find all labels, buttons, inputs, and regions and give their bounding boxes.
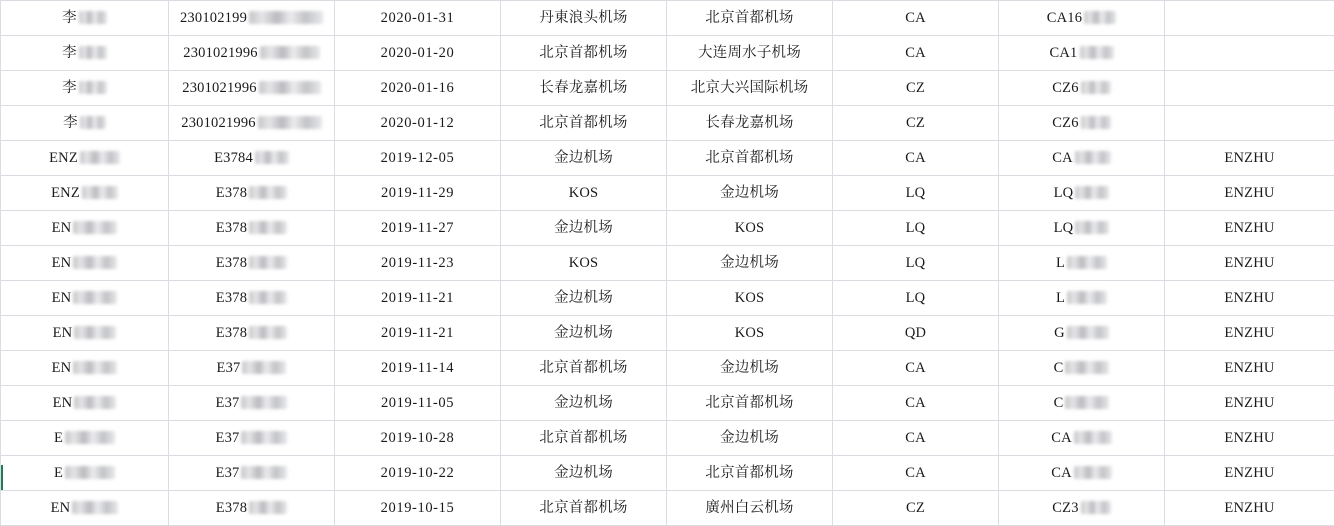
cell-id-number: E378 — [169, 316, 335, 351]
cell-passenger-name: E — [1, 456, 169, 491]
cell-flight-date: 2019-11-21 — [335, 316, 501, 351]
cell-carrier-code: CA — [833, 1, 999, 36]
redacted-block — [73, 256, 117, 269]
redacted-block — [1075, 151, 1111, 164]
row-selection-marker — [1, 465, 3, 491]
cell-flight-date: 2019-11-21 — [335, 281, 501, 316]
redacted-block — [241, 431, 287, 444]
cell-agent — [1165, 106, 1334, 141]
table-row[interactable] — [1, 386, 1334, 421]
redacted-block — [80, 151, 120, 164]
cell-id-number: 230102199 — [169, 1, 335, 36]
cell-departure-airport: 丹東浪头机场 — [501, 1, 667, 36]
cell-flight-date: 2020-01-16 — [335, 71, 501, 106]
redacted-block — [1075, 186, 1109, 199]
redacted-block — [249, 186, 287, 199]
cell-flight-number: CZ6 — [999, 106, 1165, 141]
cell-agent: ENZHU — [1165, 386, 1334, 421]
cell-arrival-airport: 金边机场 — [667, 246, 833, 281]
cell-carrier-code: LQ — [833, 176, 999, 211]
cell-id-number: E378 — [169, 246, 335, 281]
cell-agent — [1165, 36, 1334, 71]
cell-carrier-code: LQ — [833, 246, 999, 281]
cell-departure-airport: 金边机场 — [501, 281, 667, 316]
cell-flight-date: 2019-11-29 — [335, 176, 501, 211]
cell-passenger-name: EN — [1, 281, 169, 316]
redacted-block — [74, 326, 116, 339]
cell-agent: ENZHU — [1165, 281, 1334, 316]
redacted-block — [80, 116, 106, 129]
cell-departure-airport: 金边机场 — [501, 456, 667, 491]
table-row[interactable] — [1, 106, 1334, 141]
redacted-block — [82, 186, 118, 199]
redacted-block — [79, 46, 107, 59]
cell-carrier-code: CZ — [833, 491, 999, 526]
redacted-block — [241, 466, 287, 479]
redacted-block — [1067, 326, 1109, 339]
cell-flight-number: C — [999, 386, 1165, 421]
redacted-block — [73, 361, 117, 374]
cell-id-number: E37 — [169, 456, 335, 491]
cell-departure-airport: 金边机场 — [501, 141, 667, 176]
redacted-block — [1084, 11, 1116, 24]
redacted-block — [1067, 256, 1107, 269]
cell-arrival-airport: 北京大兴国际机场 — [667, 71, 833, 106]
cell-carrier-code: CA — [833, 141, 999, 176]
cell-id-number: E37 — [169, 351, 335, 386]
cell-flight-date: 2020-01-12 — [335, 106, 501, 141]
cell-carrier-code: LQ — [833, 211, 999, 246]
cell-carrier-code: CA — [833, 421, 999, 456]
cell-flight-date: 2019-11-27 — [335, 211, 501, 246]
cell-carrier-code: CZ — [833, 106, 999, 141]
cell-departure-airport: 北京首都机场 — [501, 421, 667, 456]
cell-id-number: E3784 — [169, 141, 335, 176]
cell-flight-number: LQ — [999, 176, 1165, 211]
cell-departure-airport: 金边机场 — [501, 316, 667, 351]
cell-flight-number: C — [999, 351, 1165, 386]
table-row[interactable] — [1, 421, 1334, 456]
table-row[interactable] — [1, 141, 1334, 176]
redacted-block — [259, 81, 321, 94]
redacted-block — [249, 326, 287, 339]
cell-flight-date: 2019-11-23 — [335, 246, 501, 281]
cell-flight-date: 2020-01-31 — [335, 1, 501, 36]
redacted-block — [1081, 501, 1111, 514]
table-row[interactable] — [1, 246, 1334, 281]
cell-id-number: E378 — [169, 491, 335, 526]
table-row[interactable] — [1, 456, 1334, 491]
redacted-block — [260, 46, 320, 59]
cell-flight-date: 2019-11-05 — [335, 386, 501, 421]
cell-flight-number: LQ — [999, 211, 1165, 246]
cell-departure-airport: 金边机场 — [501, 386, 667, 421]
redacted-block — [79, 81, 107, 94]
cell-passenger-name: EN — [1, 491, 169, 526]
redacted-block — [258, 116, 322, 129]
cell-agent: ENZHU — [1165, 141, 1334, 176]
cell-flight-number: G — [999, 316, 1165, 351]
redacted-block — [242, 361, 286, 374]
cell-id-number: E378 — [169, 176, 335, 211]
cell-arrival-airport: 北京首都机场 — [667, 141, 833, 176]
redacted-block — [79, 11, 107, 24]
cell-arrival-airport: KOS — [667, 281, 833, 316]
cell-passenger-name: EN — [1, 316, 169, 351]
cell-flight-number: CZ3 — [999, 491, 1165, 526]
cell-passenger-name: 李 — [1, 71, 169, 106]
redacted-block — [73, 291, 117, 304]
cell-departure-airport: 北京首都机场 — [501, 106, 667, 141]
cell-arrival-airport: KOS — [667, 211, 833, 246]
redacted-block — [1067, 291, 1107, 304]
redacted-block — [249, 221, 287, 234]
table-row[interactable] — [1, 211, 1334, 246]
cell-carrier-code: CA — [833, 36, 999, 71]
redacted-block — [1075, 221, 1109, 234]
cell-arrival-airport: 北京首都机场 — [667, 456, 833, 491]
cell-agent — [1165, 71, 1334, 106]
cell-id-number: E378 — [169, 211, 335, 246]
redacted-block — [255, 151, 289, 164]
redacted-block — [1065, 396, 1109, 409]
redacted-block — [1081, 116, 1111, 129]
cell-carrier-code: CA — [833, 351, 999, 386]
cell-departure-airport: 长春龙嘉机场 — [501, 71, 667, 106]
cell-passenger-name: EN — [1, 246, 169, 281]
redacted-block — [1065, 361, 1109, 374]
cell-flight-date: 2019-10-28 — [335, 421, 501, 456]
redacted-block — [72, 501, 118, 514]
cell-carrier-code: LQ — [833, 281, 999, 316]
cell-flight-number: CA — [999, 141, 1165, 176]
cell-flight-date: 2019-12-05 — [335, 141, 501, 176]
cell-arrival-airport: 长春龙嘉机场 — [667, 106, 833, 141]
cell-agent: ENZHU — [1165, 456, 1334, 491]
redacted-block — [74, 396, 116, 409]
redacted-block — [249, 291, 287, 304]
cell-departure-airport: 北京首都机场 — [501, 351, 667, 386]
table-row[interactable] — [1, 71, 1334, 106]
cell-passenger-name: 李 — [1, 106, 169, 141]
table-row[interactable] — [1, 281, 1334, 316]
cell-id-number: E37 — [169, 386, 335, 421]
redacted-block — [1074, 466, 1112, 479]
cell-agent: ENZHU — [1165, 421, 1334, 456]
cell-arrival-airport: 金边机场 — [667, 421, 833, 456]
cell-agent: ENZHU — [1165, 211, 1334, 246]
cell-flight-number: L — [999, 246, 1165, 281]
table-row[interactable] — [1, 36, 1334, 71]
cell-arrival-airport: 金边机场 — [667, 351, 833, 386]
cell-passenger-name: ENZ — [1, 176, 169, 211]
cell-carrier-code: CA — [833, 386, 999, 421]
cell-carrier-code: CZ — [833, 71, 999, 106]
redacted-block — [1074, 431, 1112, 444]
cell-agent: ENZHU — [1165, 316, 1334, 351]
cell-departure-airport: 北京首都机场 — [501, 36, 667, 71]
table-row[interactable] — [1, 176, 1334, 211]
cell-id-number: 2301021996 — [169, 36, 335, 71]
cell-passenger-name: E — [1, 421, 169, 456]
cell-arrival-airport: KOS — [667, 316, 833, 351]
redacted-block — [249, 501, 287, 514]
table-row[interactable] — [1, 491, 1334, 526]
redacted-block — [241, 396, 287, 409]
cell-arrival-airport: 大连周水子机场 — [667, 36, 833, 71]
cell-passenger-name: 李 — [1, 1, 169, 36]
cell-flight-number: CA1 — [999, 36, 1165, 71]
table-body — [1, 1, 1334, 526]
cell-carrier-code: CA — [833, 456, 999, 491]
redacted-block — [1081, 81, 1111, 94]
cell-flight-number: CZ6 — [999, 71, 1165, 106]
cell-passenger-name: EN — [1, 351, 169, 386]
cell-flight-number: CA — [999, 421, 1165, 456]
cell-id-number: E378 — [169, 281, 335, 316]
cell-passenger-name: EN — [1, 386, 169, 421]
cell-arrival-airport: 廣州白云机场 — [667, 491, 833, 526]
cell-agent: ENZHU — [1165, 351, 1334, 386]
cell-passenger-name: EN — [1, 211, 169, 246]
cell-flight-number: CA — [999, 456, 1165, 491]
cell-departure-airport: 金边机场 — [501, 211, 667, 246]
cell-arrival-airport: 北京首都机场 — [667, 1, 833, 36]
table-row[interactable] — [1, 351, 1334, 386]
cell-arrival-airport: 金边机场 — [667, 176, 833, 211]
cell-departure-airport: 北京首都机场 — [501, 491, 667, 526]
redacted-block — [65, 466, 115, 479]
redacted-block — [65, 431, 115, 444]
cell-carrier-code: QD — [833, 316, 999, 351]
table-row[interactable] — [1, 1, 1334, 36]
cell-agent — [1165, 1, 1334, 36]
cell-flight-date: 2019-11-14 — [335, 351, 501, 386]
cell-arrival-airport: 北京首都机场 — [667, 386, 833, 421]
cell-passenger-name: ENZ — [1, 141, 169, 176]
cell-departure-airport: KOS — [501, 176, 667, 211]
cell-departure-airport: KOS — [501, 246, 667, 281]
redacted-block — [249, 11, 323, 24]
cell-flight-number: L — [999, 281, 1165, 316]
cell-agent: ENZHU — [1165, 491, 1334, 526]
cell-agent: ENZHU — [1165, 246, 1334, 281]
redacted-block — [73, 221, 117, 234]
cell-agent: ENZHU — [1165, 176, 1334, 211]
cell-flight-number: CA16 — [999, 1, 1165, 36]
redacted-block — [249, 256, 287, 269]
cell-id-number: 2301021996 — [169, 106, 335, 141]
cell-flight-date: 2020-01-20 — [335, 36, 501, 71]
cell-id-number: 2301021996 — [169, 71, 335, 106]
cell-flight-date: 2019-10-22 — [335, 456, 501, 491]
cell-flight-date: 2019-10-15 — [335, 491, 501, 526]
cell-passenger-name: 李 — [1, 36, 169, 71]
redacted-block — [1080, 46, 1114, 59]
table-row[interactable] — [1, 316, 1334, 351]
cell-id-number: E37 — [169, 421, 335, 456]
